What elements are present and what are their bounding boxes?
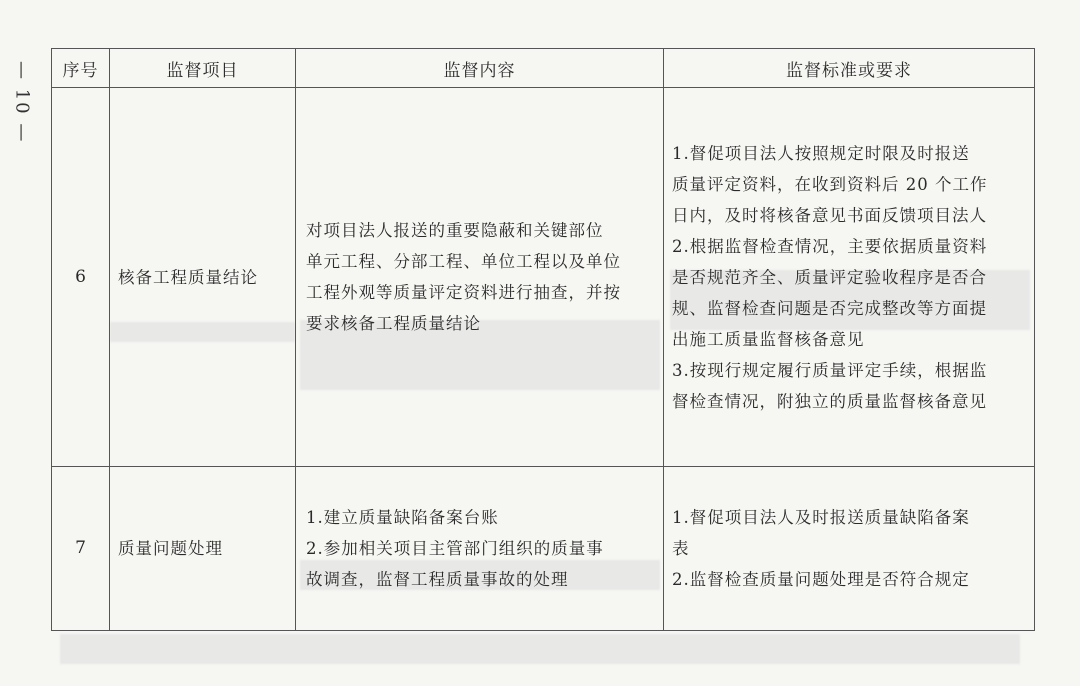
table-header-row (52, 49, 1035, 88)
content-line: 对项目法人报送的重要隐蔽和关键部位 (306, 221, 604, 240)
bleed-through-shadow (60, 634, 1020, 664)
page-number: — 10 — (11, 60, 33, 144)
row-supervision-content (296, 88, 664, 467)
content-line: 工程外观等质量评定资料进行抽查，并按 (306, 283, 621, 302)
row-serial-number: 7 (52, 467, 110, 631)
header-supervision-item: 监督项目 (110, 49, 296, 88)
row-serial-number: 6 (52, 88, 110, 467)
content-line: 要求核备工程质量结论 (306, 314, 481, 333)
standard-line: 2.根据监督检查情况，主要依据质量资料 (672, 236, 988, 256)
standard-line: 日内，及时将核备意见书面反馈项目法人 (672, 205, 987, 225)
header-supervision-standard: 监督标准或要求 (664, 49, 1035, 88)
standard-line: 质量评定资料，在收到资料后 20 个工作 (672, 174, 988, 194)
row-supervision-standard (664, 88, 1035, 467)
table-row (52, 467, 1035, 631)
standard-line: 出施工质量监督核备意见 (672, 329, 865, 349)
content-line: 故调查，监督工程质量事故的处理 (306, 570, 569, 589)
content-line: 1.建立质量缺陷备案台账 (306, 508, 499, 527)
content-line: 2.参加相关项目主管部门组织的质量事 (306, 539, 604, 558)
standard-line: 督检查情况，附独立的质量监督核备意见 (672, 391, 987, 411)
table-row (52, 88, 1035, 467)
standard-line: 规、监督检查问题是否完成整改等方面提 (672, 298, 987, 318)
row-supervision-standard (664, 467, 1035, 631)
standard-line: 1.督促项目法人按照规定时限及时报送 (672, 143, 970, 163)
standard-line: 1.督促项目法人及时报送质量缺陷备案 (672, 508, 970, 527)
standard-line: 3.按现行规定履行质量评定手续，根据监 (672, 360, 988, 380)
supervision-table (51, 48, 1035, 631)
standard-line: 是否规范齐全、质量评定验收程序是否合 (672, 267, 987, 287)
row-supervision-content (296, 467, 664, 631)
header-serial-number: 序号 (52, 49, 110, 88)
standard-line: 表 (672, 539, 690, 558)
row-supervision-item: 质量问题处理 (110, 467, 296, 631)
row-supervision-item: 核备工程质量结论 (110, 88, 296, 467)
header-supervision-content: 监督内容 (296, 49, 664, 88)
content-line: 单元工程、分部工程、单位工程以及单位 (306, 252, 621, 271)
standard-line: 2.监督检查质量问题处理是否符合规定 (672, 570, 970, 589)
